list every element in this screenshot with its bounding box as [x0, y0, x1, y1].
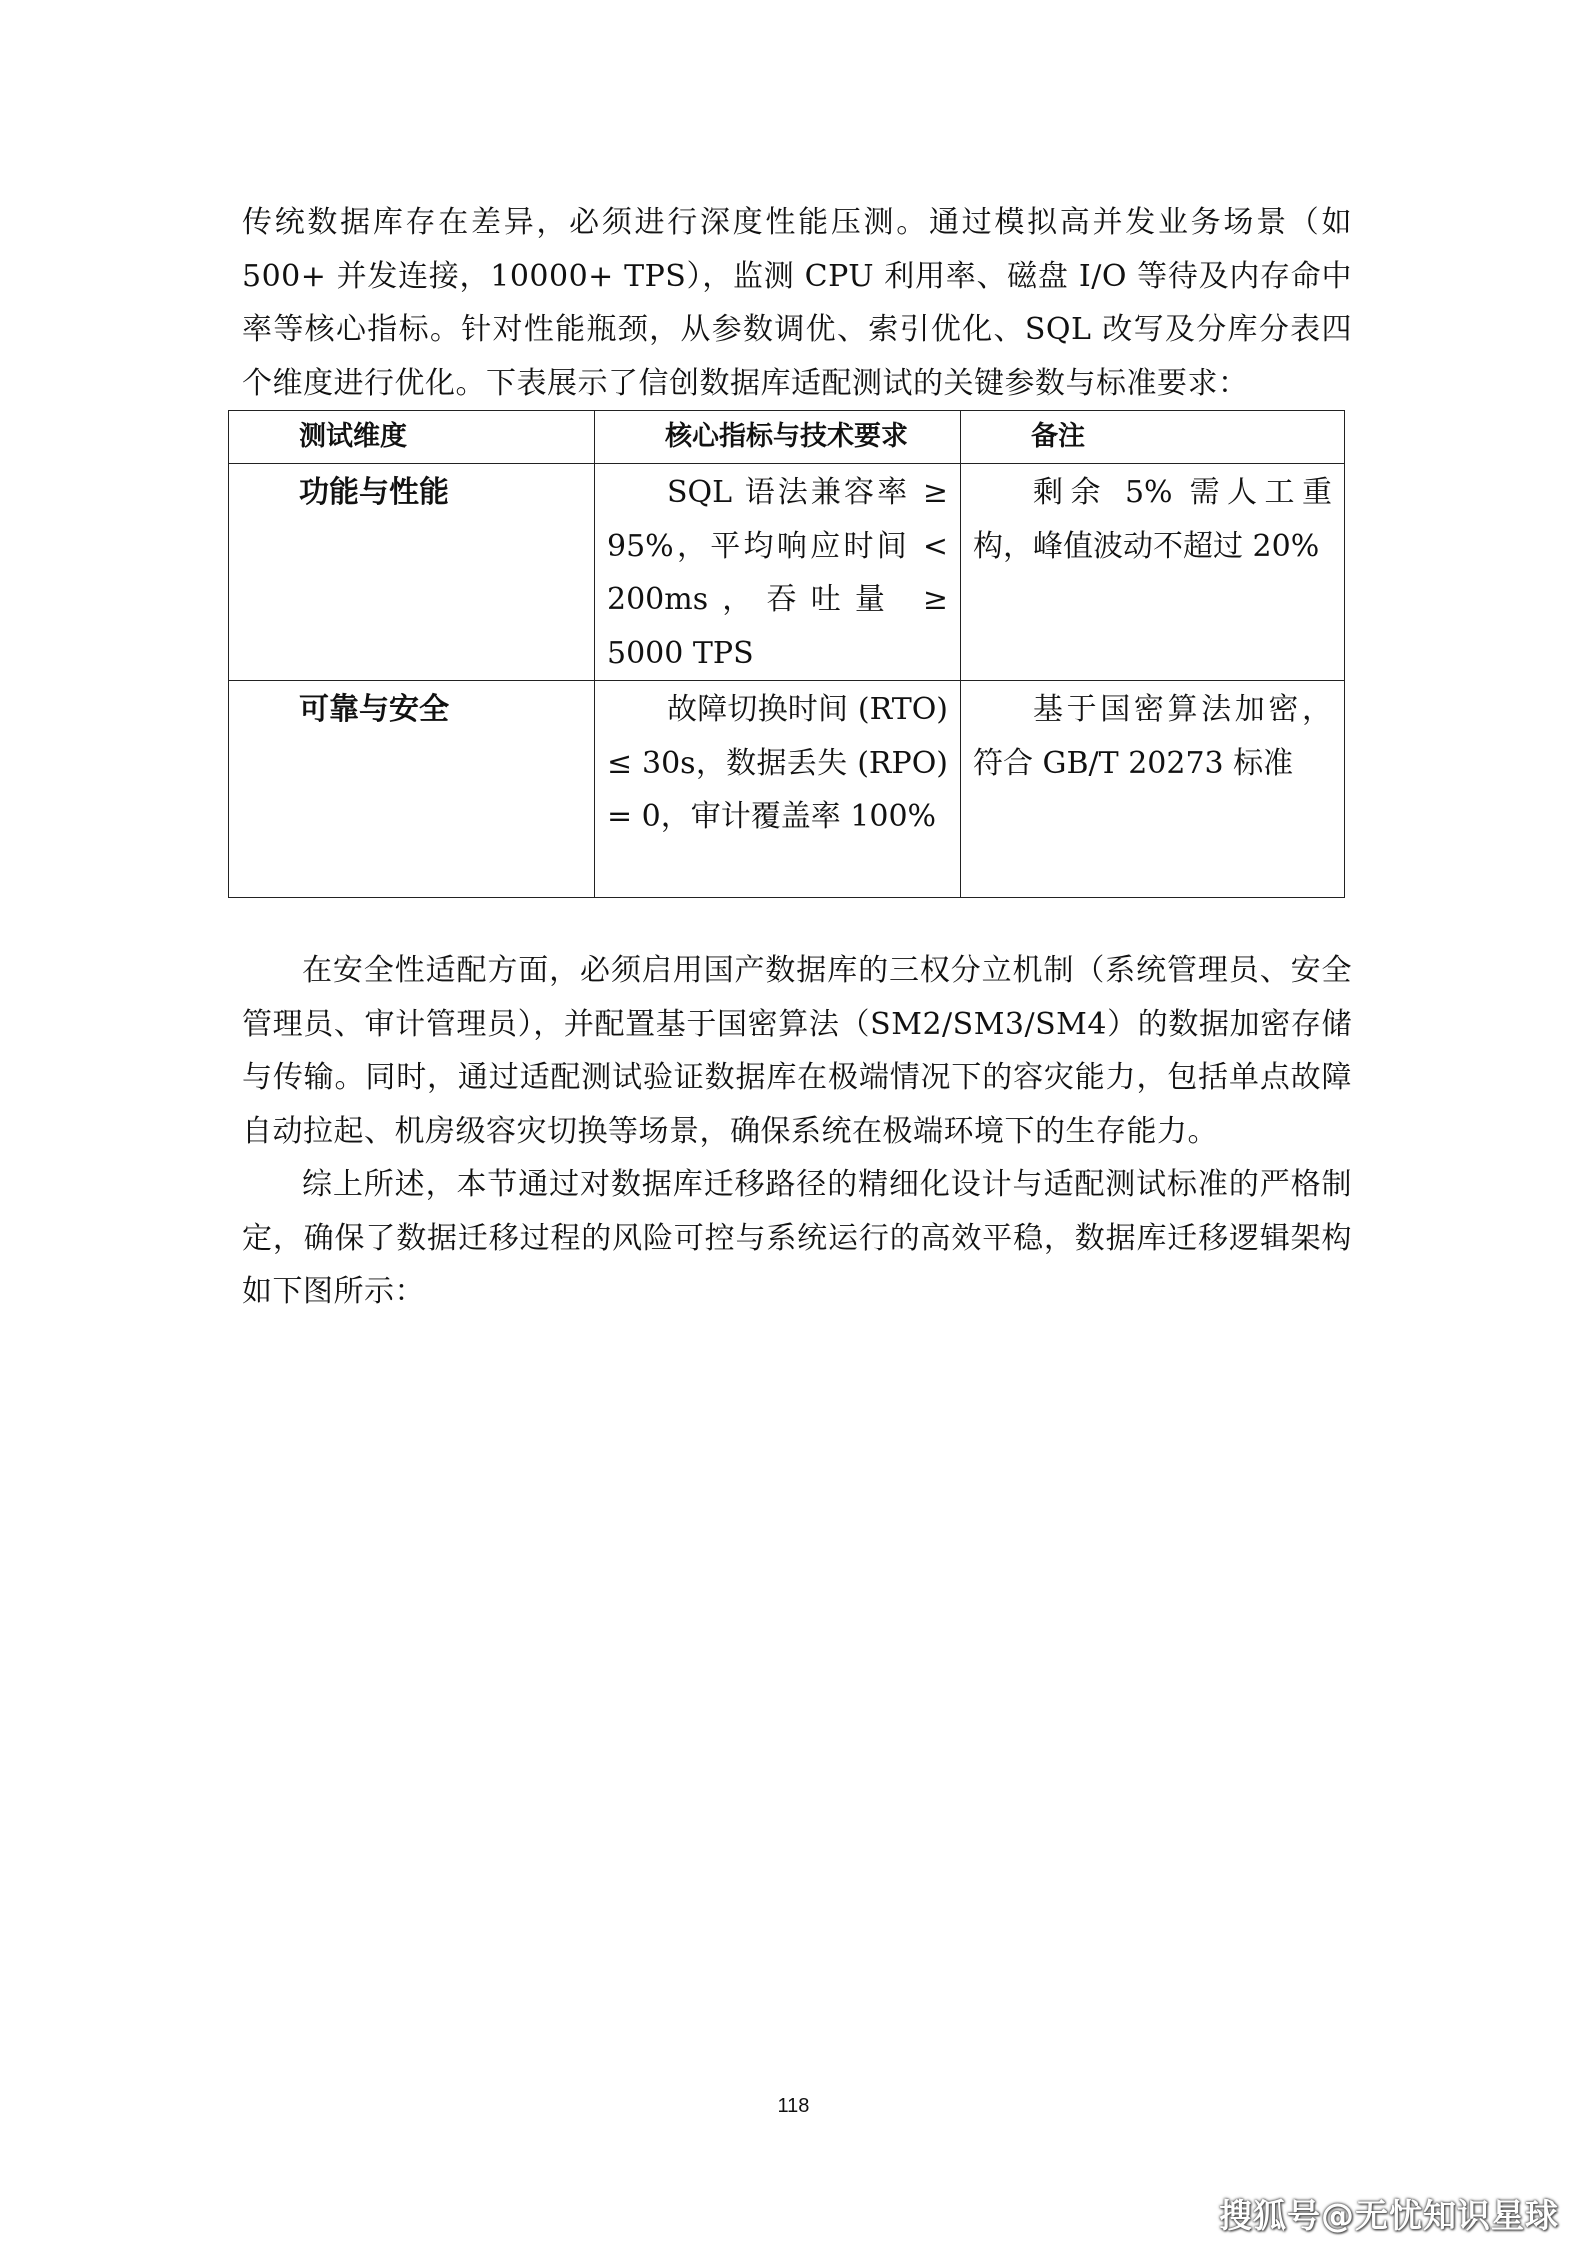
body-text	[242, 944, 1352, 1319]
row-note: 剩余 5% 需人工重构，峰值波动不超过 20%	[961, 464, 1345, 681]
table-row	[229, 464, 1345, 681]
row-requirement: 故障切换时间 (RTO) ≤ 30s，数据丢失 (RPO) = 0，审计覆盖率 100%	[595, 681, 961, 898]
requirements-table	[228, 410, 1345, 898]
header-requirement: 核心指标与技术要求	[595, 411, 961, 464]
page-number: 118	[777, 2095, 810, 2117]
summary-paragraph: 综上所述，本节通过对数据库迁移路径的精细化设计与适配测试标准的严格制定，确保了数据迁移过程的风险可控与系统运行的高效平稳，数据库迁移逻辑架构如下图所示：	[242, 1167, 1352, 1309]
intro-paragraph: 传统数据库存在差异，必须进行深度性能压测。通过模拟高并发业务场景（如 500+ 并发连接，10000+ TPS），监测 CPU 利用率、磁盘 I/O 等待及内存命中率等核心指标。针对性能瓶颈，从参数调优、索引优化、SQL 改写及分库分表四个维度进行优化。下表展示了信创数据库适配测试的关键参数与标准要求：	[242, 205, 1352, 401]
row-requirement: SQL 语法兼容率 ≥ 95%，平均响应时间 < 200ms，吞吐量 ≥ 5000 TPS	[595, 464, 961, 681]
table-row	[229, 681, 1345, 898]
header-note: 备注	[961, 411, 1345, 464]
row-dimension: 可靠与安全	[229, 681, 595, 898]
security-paragraph: 在安全性适配方面，必须启用国产数据库的三权分立机制（系统管理员、安全管理员、审计管理员），并配置基于国密算法（SM2/SM3/SM4）的数据加密存储与传输。同时，通过适配测试验证数据库在极端情况下的容灾能力，包括单点故障自动拉起、机房级容灾切换等场景，确保系统在极端环境下的生存能力。	[242, 953, 1352, 1149]
table-header-row	[229, 411, 1345, 464]
row-note: 基于国密算法加密，符合 GB/T 20273 标准	[961, 681, 1345, 898]
header-dimension: 测试维度	[229, 411, 595, 464]
row-dimension: 功能与性能	[229, 464, 595, 681]
page-content	[242, 196, 1352, 1319]
watermark: 搜狐号@无忧知识星球	[1219, 2196, 1559, 2235]
